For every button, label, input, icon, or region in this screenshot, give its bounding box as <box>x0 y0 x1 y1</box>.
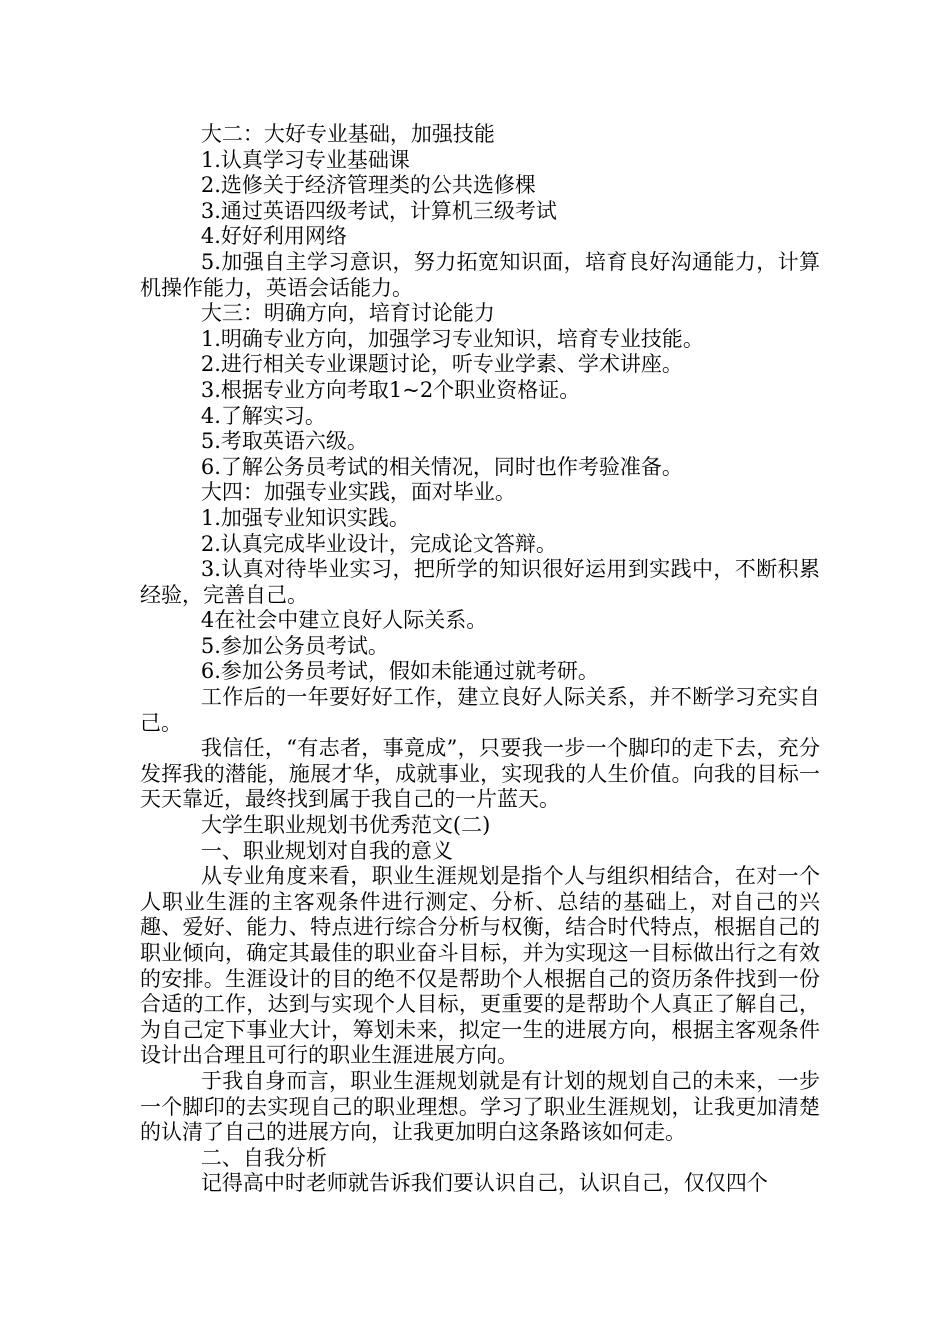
paragraph-personal-view: 于我自身而言，职业生涯规划就是有计划的规划自己的未来，一步一个脚印的去实现自己的职业理想。学习了职业生涯规划，让我更加清楚的认清了自己的进展方向，让我更加明白这条路该如何走。 <box>140 1068 820 1145</box>
paragraph-year4-item-2: 2.认真完成毕业设计，完成论文答辩。 <box>200 531 557 556</box>
section-heading-meaning: 一、职业规划对自我的意义 <box>200 838 453 863</box>
paragraph-year3-item-6: 6.了解公务员考试的相关情况，同时也作考验准备。 <box>200 454 683 479</box>
paragraph-belief: 我信任，“有志者，事竟成”，只要我一步一个脚印的走下去，充分发挥我的潜能，施展才华，成就事业，实现我的人生价值。向我的目标一天天靠近，最终找到属于我自己的一片蓝天。 <box>140 736 820 812</box>
section-title-sample-2: 大学生职业规划书优秀范文(二) <box>200 813 491 838</box>
document-body <box>140 122 820 1197</box>
paragraph-year4-item-1: 1.加强专业知识实践。 <box>200 505 410 530</box>
paragraph-year3-heading: 大三：明确方向，培育讨论能力 <box>200 301 495 326</box>
paragraph-year4-item-6: 6.参加公务员考试，假如未能通过就考研。 <box>200 659 599 684</box>
paragraph-year2-item-3: 3.通过英语四级考试，计算机三级考试 <box>200 198 557 223</box>
paragraph-year2-item-5: 5.加强自主学习意识，努力拓宽知识面，培育良好沟通能力，计算机操作能力，英语会话能力。 <box>140 249 820 300</box>
paragraph-professional-view: 从专业角度来看，职业生涯规划是指个人与组织相结合，在对一个人职业生涯的主客观条件进行测定、分析、总结的基础上，对自己的兴趣、爱好、能力、特点进行综合分析与权衡，结合时代特点，根据自己的职业倾向，确定其最佳的职业奋斗目标，并为实现这一目标做出行之有效的安排。生涯设计的目的绝不仅是帮助个人根据自己的资历条件找到一份合适的工作，达到与实现个人目标，更重要的是帮助个人真正了解自己，为自己定下事业大计，筹划未来，拟定一生的进展方向，根据主客观条件设计出合理且可行的职业生涯进展方向。 <box>140 864 820 1068</box>
paragraph-after-work: 工作后的一年要好好工作，建立良好人际关系，并不断学习充实自己。 <box>140 685 820 735</box>
paragraph-year2-item-4: 4.好好利用网络 <box>200 224 347 249</box>
section-heading-self-analysis: 二、自我分析 <box>200 1145 327 1170</box>
paragraph-year3-item-1: 1.明确专业方向，加强学习专业知识，培育专业技能。 <box>200 326 704 351</box>
paragraph-self-analysis-start: 记得高中时老师就告诉我们要认识自己，认识自己，仅仅四个 <box>200 1171 768 1196</box>
paragraph-year2-item-2: 2.选修关于经济管理类的公共选修棵 <box>200 173 536 198</box>
paragraph-year2-heading: 大二：大好专业基础，加强技能 <box>200 122 495 146</box>
paragraph-year4-item-4: 4在社会中建立良好人际关系。 <box>200 608 488 633</box>
paragraph-year3-item-5: 5.考取英语六级。 <box>200 429 368 454</box>
paragraph-year4-item-5: 5.参加公务员考试。 <box>200 633 389 658</box>
paragraph-year4-heading: 大四：加强专业实践，面对毕业。 <box>200 480 516 505</box>
paragraph-year3-item-3: 3.根据专业方向考取1~2个职业资格证。 <box>200 377 581 402</box>
paragraph-year4-item-3: 3.认真对待毕业实习，把所学的知识很好运用到实践中，不断积累经验，完善自己。 <box>140 557 820 607</box>
paragraph-year3-item-4: 4.了解实习。 <box>200 403 326 428</box>
paragraph-year2-item-1: 1.认真学习专业基础课 <box>200 147 410 172</box>
paragraph-year3-item-2: 2.进行相关专业课题讨论，听专业学素、学术讲座。 <box>200 352 683 377</box>
